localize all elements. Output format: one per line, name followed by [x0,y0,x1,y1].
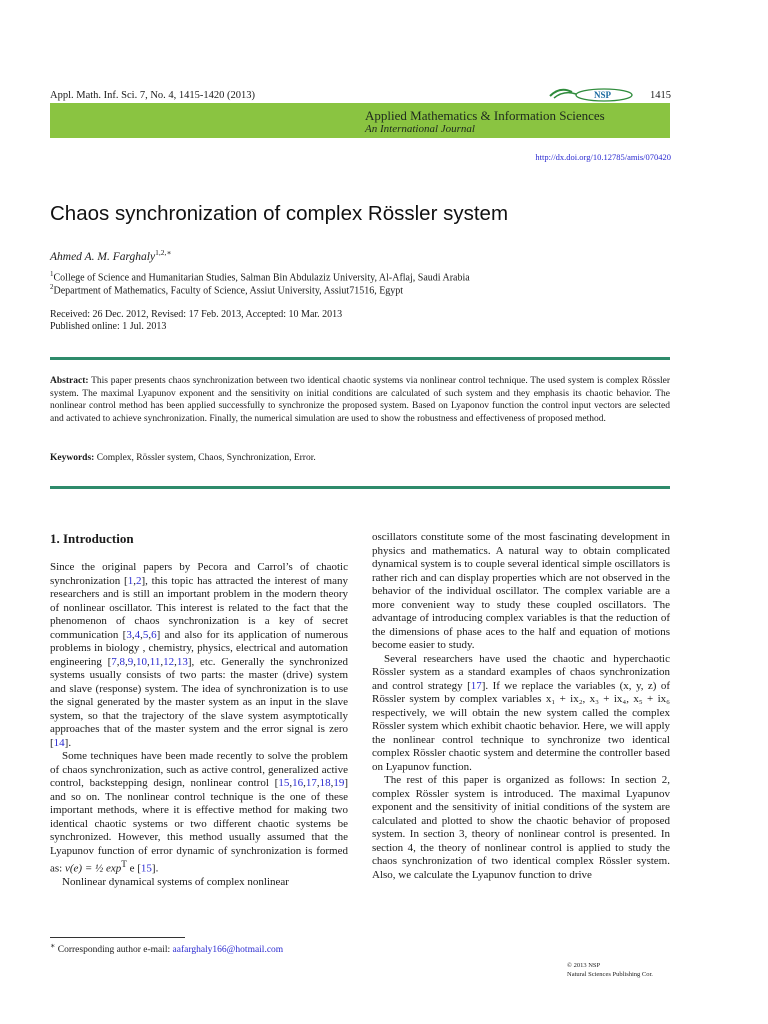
citation-link[interactable]: 4 [134,628,141,641]
citation-link[interactable]: 7 [111,655,117,668]
citation-link[interactable]: 6 [151,628,157,641]
intro-paragraph-5: Several researchers have used the chaotic and hyperchaotic Rössler system as a standard examples of chaos synchronization and control strategy [17]. If we replace the variables (x, y, z) of Rössler system by complex variables x₁ + ix₂, x₃ + ix₄, x₅ + ix₆ respectively, we will obtain the new system called the complex Rössler system which exhibit chaotic behavior. Here, we will apply the nonlinear control technique to synchronize two identical complex Rössler chaotic system and determine the controller based on Lyapunov function. [372,652,670,773]
paper-title: Chaos synchronization of complex Rössler system [50,202,509,225]
citation-link[interactable]: 10 [136,655,148,668]
citation-link[interactable]: 1 [127,574,134,587]
citation-link[interactable]: 17 [305,777,317,789]
journal-title: Applied Mathematics & Information Sciences [365,108,605,123]
copyright [567,961,653,979]
affiliation-1-mark: 1 [50,270,54,278]
intro-paragraph-4: oscillators constitute some of the most fascinating development in physics and mathematics. A natural way to obtain complicated dynamical system is to couple several identical simple oscillators is rather rich and can display properties which are not observed in the behavior of the individual oscillator. The complex variable are a more convenient way to study these coupled oscillators. The advantage of introducing complex variables is that the reduction of the dimensions of phase aces to the half and equation of motions become easier to study. [372,531,670,651]
author-name [50,248,171,263]
page-number: 1415 [650,90,671,101]
author-affil-marks: 1,2,∗ [155,248,172,257]
abstract [50,375,670,425]
left-column [50,561,348,890]
affiliation-1-text: College of Science and Humanitarian Studies, Salman Bin Abdulaziz University, Al-Aflaj, Saudi Arabia [53,272,470,284]
copyright-line: © 2013 NSP [567,962,601,969]
received-dates: Received: 26 Dec. 2012, Revised: 17 Feb. 2013, Accepted: 10 Mar. 2013 [50,309,343,320]
citation-link[interactable]: 16 [292,777,304,789]
author-email-link[interactable]: aafarghaly166@hotmail.com [172,945,284,956]
citation-link[interactable]: 18 [319,777,331,789]
citation-link[interactable]: 19 [333,777,345,789]
affiliation-2-mark: 2 [50,283,54,291]
affiliation-2-text: Department of Mathematics, Faculty of Science, Assiut University, Assiut71516, Egypt [53,285,404,297]
intro-paragraph-3: Nonlinear dynamical systems of complex nonlinear [62,876,289,889]
citation-link[interactable]: 2 [135,574,142,587]
logo-text: NSP [594,90,612,100]
author-text: Ahmed A. M. Farghaly [50,250,156,263]
citation-link[interactable]: 13 [176,655,188,668]
nsp-logo [546,82,636,102]
intro-paragraph-1: Since the original papers by Pecora and Carrol’s of chaotic synchronization [1,2], this topic has attracted the interest of many researchers and is still an important problem in the modern theory of nonlinear oscillator. This interest is related to the fact that the phenomenon of chaos synchronization is a key of secret communication [3,4,5,6] and also for its application of numerous problems in biology , chemistry, physics, electrical and automation engineering [7,8,9,10,11,12,13], etc. Generally the synchronized systems usually consists of two parts: the master (drive) system and slave (response) system. The idea of synchronization is to use the signal generated by the master system as an input in the slave system, so that the trajectory of the slave system asymptotically approaches that of the master system and the error signal is zero [14]. [50,561,348,749]
published-date: Published online: 1 Jul. 2013 [50,321,167,332]
bottom-rule [50,486,670,489]
section-heading: 1. Introduction [50,531,134,546]
footnote [50,941,283,955]
footnote-rule [50,937,185,938]
citation-link[interactable]: 9 [127,655,134,668]
footnote-mark: ∗ [50,941,56,950]
keywords-text: Complex, Rössler system, Chaos, Synchronization, Error. [96,453,316,463]
citation-link[interactable]: 8 [119,655,126,668]
footnote-text: Corresponding author e-mail: [55,945,173,956]
abstract-text: This paper presents chaos synchronization between two identical chaotic systems via nonlinear control technique. The used system is complex Rössler system. The maximal Lyapunov exponent and the sensitivity on initial conditions are calculated of such system and they emphasis its chaotic behavior. The nonlinear control method has been applied successfully to synchronize the proposed system. Based on Lyaponov function the control input vectors are selected and activated to achieve synchronization. Finally, the numerical simulation are used to show the robustness and effectiveness of proposed method. [50,376,670,424]
keywords [50,453,316,463]
publisher-name: Natural Sciences Publishing Cor. [567,971,653,978]
doi-link[interactable]: http://dx.doi.org/10.12785/amis/070420 [535,152,671,162]
citation-link[interactable]: 15 [140,862,152,875]
citation-link[interactable]: 12 [163,655,175,668]
formula-superscript: T [121,859,127,869]
journal-subtitle: An International Journal [365,123,475,135]
citation-link[interactable]: 11 [149,655,161,668]
citation-link[interactable]: 14 [53,736,65,749]
lyapunov-formula: v(e) = ½ exp [64,862,122,875]
top-rule [50,357,670,360]
affiliation-1 [50,270,470,283]
journal-citation: Appl. Math. Inf. Sci. 7, No. 4, 1415-1420 (2013) [50,90,256,101]
keywords-label: Keywords: [50,453,95,463]
affiliation-2 [50,283,403,296]
citation-link[interactable]: 3 [126,628,132,641]
intro-paragraph-6: The rest of this paper is organized as follows: In section 2, complex Rössler system is introduced. The maximal Lyapunov exponent and the sensitivity of initial conditions of the system are calculated and plotted to show the chaotic behavior of proposed system. In section 3, theory of nonlinear control is presented. In section 4, the theory of nonlinear control is applied to study the chaos synchronization of two identical complex Rössler system. Also, we calculate the Lyapunov function to drive [372,774,670,881]
citation-link[interactable]: 15 [278,777,290,789]
citation-link[interactable]: 17 [470,679,482,692]
abstract-label: Abstract: [50,376,89,386]
citation-link[interactable]: 5 [142,628,149,641]
right-column [372,531,670,882]
intro-paragraph-2: Some techniques have been made recently to solve the problem of chaos synchronization, such as active control, generalized active control, backstepping design, nonlinear control [15,16,17,18,19] and so on. The nonlinear control technique is the one of these important methods, where it is effective method for making two identical chaotic systems or two different chaotic systems be synchronized. However, this method usually assumed that the Lyapunov function of error dynamic of synchronization is formed as: v(e) = ½ $\exp^T e$ [15]. [50,750,348,875]
